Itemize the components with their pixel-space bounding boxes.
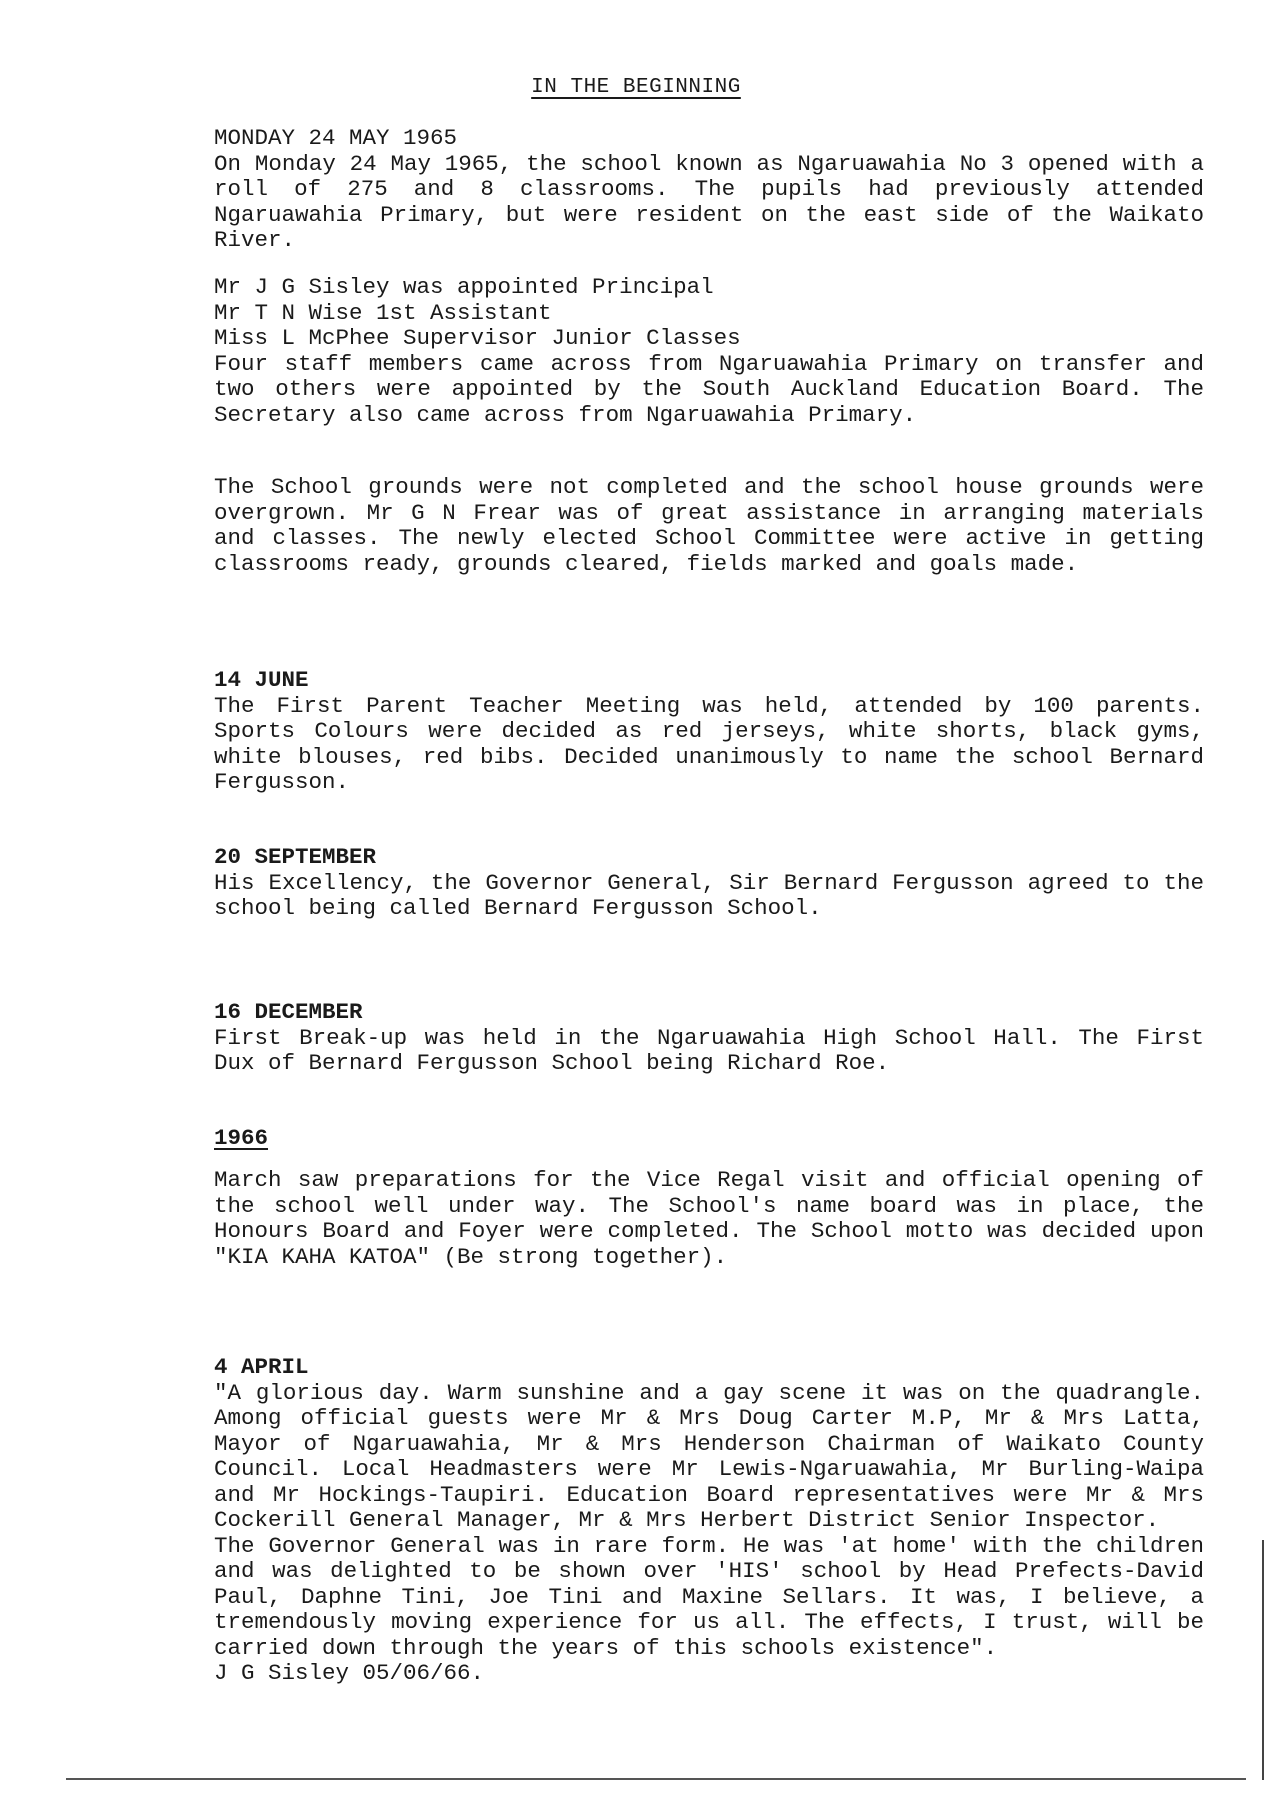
section-paragraph: First Break-up was held in the Ngaruawahia High School Hall. The First Dux of Bernard Fergusson School being Richard Roe. [214, 1024, 1204, 1076]
bottom-edge-shadow [66, 1778, 1246, 1780]
section-heading: 14 JUNE [214, 667, 309, 693]
section-heading: 16 DECEMBER [214, 999, 363, 1025]
staff-line: Miss L McPhee Supervisor Junior Classes [214, 325, 741, 351]
section-march-1966 [214, 1168, 1204, 1270]
section-16-december [214, 1000, 1204, 1077]
section-staff-appointments [214, 275, 1204, 428]
signature-line: J G Sisley 05/06/66. [214, 1660, 485, 1686]
section-1966 [214, 1126, 1204, 1152]
page-title: IN THE BEGINNING [531, 76, 741, 99]
section-paragraph: The School grounds were not completed and the school house grounds were overgrown. Mr G N Frear was of great assistance in arranging materials and classes. The newly elected School Committee were active in getting classrooms ready, grounds cleared, fields marked and goals made. [214, 474, 1204, 577]
section-paragraph: The First Parent Teacher Meeting was held, attended by 100 parents. Sports Colours were decided as red jerseys, white shorts, black gyms, white blouses, red bibs. Decided unanimously to name the school Bernard Fergusson. [214, 692, 1204, 795]
section-heading: 4 APRIL [214, 1354, 309, 1380]
year-heading: 1966 [214, 1125, 269, 1151]
section-paragraph: "A glorious day. Warm sunshine and a gay scene it was on the quadrangle. Among official guests were Mr & Mrs Doug Carter M.P, Mr & Mrs Latta, Mayor of Ngaruawahia, Mr & Mrs Henderson Chairman of Waikato County Council. Local Headmasters were Mr Lewis-Ngaruawahia, Mr Burling-Waipa and Mr Hockings-Taupiri. Education Board representatives were Mr & Mrs Cockerill General Manager, Mr & Mrs Herbert District Senior Inspector. [214, 1379, 1204, 1533]
section-paragraph: March saw preparations for the Vice Regal visit and official opening of the school well under way. The School's name board was in place, the Honours Board and Foyer were completed. The School motto was decided upon "KIA KAHA KATOA" (Be strong together). [214, 1167, 1204, 1270]
section-paragraph: His Excellency, the Governor General, Sir Bernard Fergusson agreed to the school being called Bernard Fergusson School. [214, 869, 1204, 921]
section-14-june [214, 668, 1204, 796]
section-20-september [214, 845, 1204, 922]
section-heading: 20 SEPTEMBER [214, 844, 377, 870]
section-4-april [214, 1355, 1204, 1687]
section-school-grounds [214, 475, 1204, 577]
right-edge-shadow [1262, 1540, 1264, 1780]
section-paragraph: The Governor General was in rare form. He was 'at home' with the children and was delighted to be shown over 'HIS' school by Head Prefects-David Paul, Daphne Tini, Joe Tini and Maxine Sellars. It was, I believe, a tremendously moving experience for us all. The effects, I trust, will be carried down through the years of this schools existence". [214, 1532, 1204, 1661]
section-paragraph: Four staff members came across from Ngaruawahia Primary on transfer and two others were appointed by the South Auckland Education Board. The Secretary also came across from Ngaruawahia Primary. [214, 350, 1204, 428]
staff-line: Mr T N Wise 1st Assistant [214, 299, 552, 326]
section-heading: MONDAY 24 MAY 1965 [214, 125, 458, 151]
staff-line: Mr J G Sisley was appointed Principal [214, 274, 714, 300]
section-monday-24-may-1965 [214, 126, 1204, 254]
section-paragraph: On Monday 24 May 1965, the school known as Ngaruawahia No 3 opened with a roll of 275 and 8 classrooms. The pupils had previously attended Ngaruawahia Primary, but were resident on the east side of the Waikato River. [214, 150, 1204, 253]
